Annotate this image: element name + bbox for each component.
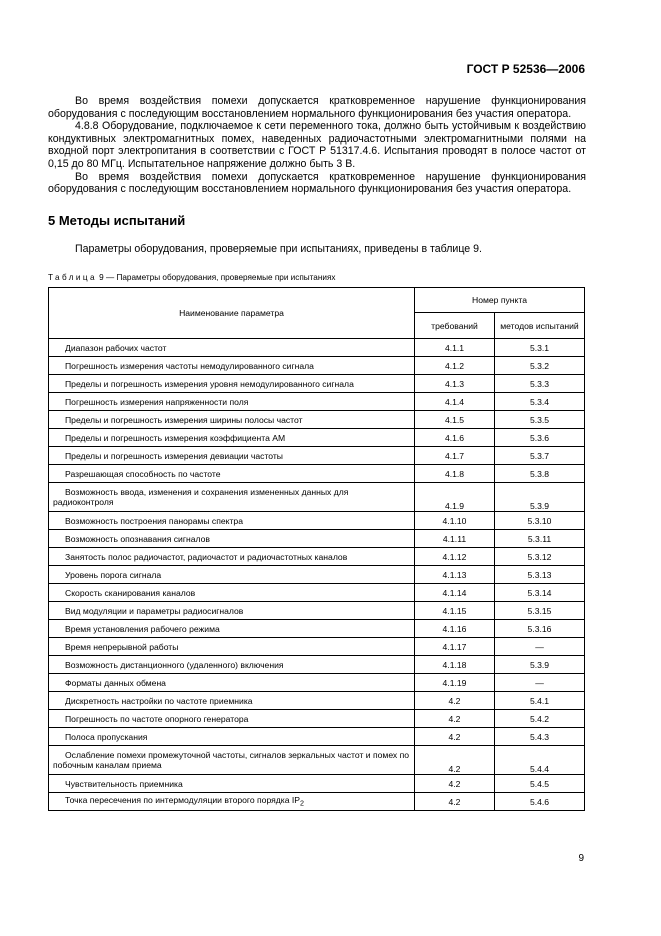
cell-req: 4.2	[415, 692, 495, 710]
table-row	[49, 411, 585, 429]
cell-parameter: Время непрерывной работы	[49, 638, 415, 656]
table-row	[49, 447, 585, 465]
table-row	[49, 746, 585, 775]
cell-req: 4.1.9	[415, 483, 495, 512]
cell-parameter: Возможность ввода, изменения и сохранения измененных данных для радиоконтроля	[49, 483, 415, 512]
cell-parameter: Погрешность по частоте опорного генератора	[49, 710, 415, 728]
cell-method: 5.3.16	[495, 620, 585, 638]
table-row	[49, 584, 585, 602]
table-row	[49, 357, 585, 375]
cell-method: 5.3.2	[495, 357, 585, 375]
cell-method: 5.3.13	[495, 566, 585, 584]
cell-method: 5.3.1	[495, 339, 585, 357]
cell-parameter: Разрешающая способность по частоте	[49, 465, 415, 483]
table-row	[49, 692, 585, 710]
cell-req: 4.1.2	[415, 357, 495, 375]
cell-parameter: Пределы и погрешность измерения ширины полосы частот	[49, 411, 415, 429]
table-row	[49, 710, 585, 728]
cell-parameter: Чувствительность приемника	[49, 775, 415, 793]
cell-parameter: Возможность построения панорамы спектра	[49, 512, 415, 530]
table-row	[49, 602, 585, 620]
cell-method: 5.4.1	[495, 692, 585, 710]
col-header-meth: методов испытаний	[495, 313, 585, 339]
cell-parameter: Скорость сканирования каналов	[49, 584, 415, 602]
cell-req: 4.2	[415, 728, 495, 746]
cell-method: 5.4.3	[495, 728, 585, 746]
table-row	[49, 375, 585, 393]
cell-parameter: Полоса пропускания	[49, 728, 415, 746]
table-row	[49, 775, 585, 793]
cell-req: 4.1.18	[415, 656, 495, 674]
cell-req: 4.1.7	[415, 447, 495, 465]
cell-req: 4.1.5	[415, 411, 495, 429]
cell-parameter: Диапазон рабочих частот	[49, 339, 415, 357]
paragraph-3: Во время воздействия помехи допускается кратковременное нарушение функционирования оборудования с последующим восстановлением нормального функционирования без участия оператора.	[48, 170, 586, 196]
table-row	[49, 728, 585, 746]
cell-method: 5.4.6	[495, 793, 585, 811]
cell-req: 4.2	[415, 710, 495, 728]
cell-req: 4.1.8	[415, 465, 495, 483]
cell-req: 4.1.14	[415, 584, 495, 602]
cell-req: 4.1.16	[415, 620, 495, 638]
cell-method: 5.3.9	[495, 656, 585, 674]
cell-req: 4.1.6	[415, 429, 495, 447]
table-row	[49, 566, 585, 584]
cell-method: 5.3.7	[495, 447, 585, 465]
table-caption	[48, 273, 336, 282]
table-row	[49, 393, 585, 411]
cell-req: 4.1.12	[415, 548, 495, 566]
cell-method: 5.3.4	[495, 393, 585, 411]
table-row	[49, 339, 585, 357]
cell-parameter: Погрешность измерения напряженности поля	[49, 393, 415, 411]
page-number: 9	[578, 853, 584, 864]
cell-req: 4.2	[415, 775, 495, 793]
col-header-group: Номер пункта	[415, 288, 585, 313]
cell-req: 4.2	[415, 793, 495, 811]
cell-method: 5.3.14	[495, 584, 585, 602]
col-header-req: требований	[415, 313, 495, 339]
paragraph-2: 4.8.8 Оборудование, подключаемое к сети переменного тока, должно быть устойчивым к воздействию кондуктивных электромагнитных помех, наведенных радиочастотными электромагнитными полями на входной порт электропитания в соответствии с ГОСТ Р 51317.4.6. Испытания проводят в полосе частот от 0,15 до 80 МГц. Испытательное напряжение должно быть 3 В.	[48, 120, 586, 170]
table-row	[49, 674, 585, 692]
cell-req: 4.2	[415, 746, 495, 775]
cell-req: 4.1.1	[415, 339, 495, 357]
cell-method: 5.3.11	[495, 530, 585, 548]
cell-parameter: Пределы и погрешность измерения уровня немодулированного сигнала	[49, 375, 415, 393]
table-row	[49, 483, 585, 512]
paragraph-1: Во время воздействия помехи допускается кратковременное нарушение функционирования оборудования с последующим восстановлением нормального функционирования без участия оператора.	[48, 95, 586, 120]
cell-method: 5.4.4	[495, 746, 585, 775]
ip-subscript: 2	[300, 799, 305, 808]
cell-req: 4.1.15	[415, 602, 495, 620]
cell-req: 4.1.4	[415, 393, 495, 411]
section-intro: Параметры оборудования, проверяемые при испытаниях, приведены в таблице 9.	[75, 243, 482, 255]
cell-parameter: Возможность опознавания сигналов	[49, 530, 415, 548]
cell-method: —	[495, 674, 585, 692]
caption-label: Таблица	[48, 273, 97, 282]
table-row	[49, 620, 585, 638]
cell-parameter: Погрешность измерения частоты немодулированного сигнала	[49, 357, 415, 375]
col-header-name: Наименование параметра	[49, 288, 415, 339]
cell-req: 4.1.11	[415, 530, 495, 548]
cell-parameter: Пределы и погрешность измерения коэффициента АМ	[49, 429, 415, 447]
cell-parameter: Уровень порога сигнала	[49, 566, 415, 584]
body-text	[48, 95, 586, 196]
cell-method: 5.3.10	[495, 512, 585, 530]
table-body	[49, 339, 585, 811]
cell-parameter: Пределы и погрешность измерения девиации частоты	[49, 447, 415, 465]
table-row	[49, 638, 585, 656]
cell-method: 5.4.2	[495, 710, 585, 728]
section-title: 5 Методы испытаний	[48, 213, 186, 228]
parameters-table	[48, 287, 585, 811]
table-row	[49, 465, 585, 483]
cell-req: 4.1.13	[415, 566, 495, 584]
table-row	[49, 548, 585, 566]
table-row	[49, 512, 585, 530]
table-row	[49, 793, 585, 811]
cell-parameter: Дискретность настройки по частоте приемника	[49, 692, 415, 710]
cell-parameter: Ослабление помехи промежуточной частоты, сигналов зеркальных частот и помех по побочным каналам приема	[49, 746, 415, 775]
cell-parameter: Возможность дистанционного (удаленного) включения	[49, 656, 415, 674]
cell-req: 4.1.19	[415, 674, 495, 692]
document-code: ГОСТ Р 52536—2006	[466, 62, 585, 76]
cell-req: 4.1.10	[415, 512, 495, 530]
cell-method: 5.4.5	[495, 775, 585, 793]
cell-method: 5.3.12	[495, 548, 585, 566]
cell-method: 5.3.15	[495, 602, 585, 620]
cell-method: 5.3.9	[495, 483, 585, 512]
cell-method: 5.3.8	[495, 465, 585, 483]
cell-req: 4.1.17	[415, 638, 495, 656]
table-row	[49, 656, 585, 674]
table-row	[49, 530, 585, 548]
cell-parameter: Вид модуляции и параметры радиосигналов	[49, 602, 415, 620]
cell-req: 4.1.3	[415, 375, 495, 393]
cell-method: 5.3.3	[495, 375, 585, 393]
cell-parameter: Время установления рабочего режима	[49, 620, 415, 638]
cell-parameter: Занятость полос радиочастот, радиочастот и радиочастотных каналов	[49, 548, 415, 566]
cell-method: 5.3.6	[495, 429, 585, 447]
cell-method: 5.3.5	[495, 411, 585, 429]
cell-parameter: Форматы данных обмена	[49, 674, 415, 692]
cell-method: —	[495, 638, 585, 656]
cell-parameter: Точка пересечения по интермодуляции второго порядка $IP_2$	[49, 793, 415, 811]
caption-text: 9 — Параметры оборудования, проверяемые при испытаниях	[96, 273, 336, 282]
table-row	[49, 429, 585, 447]
